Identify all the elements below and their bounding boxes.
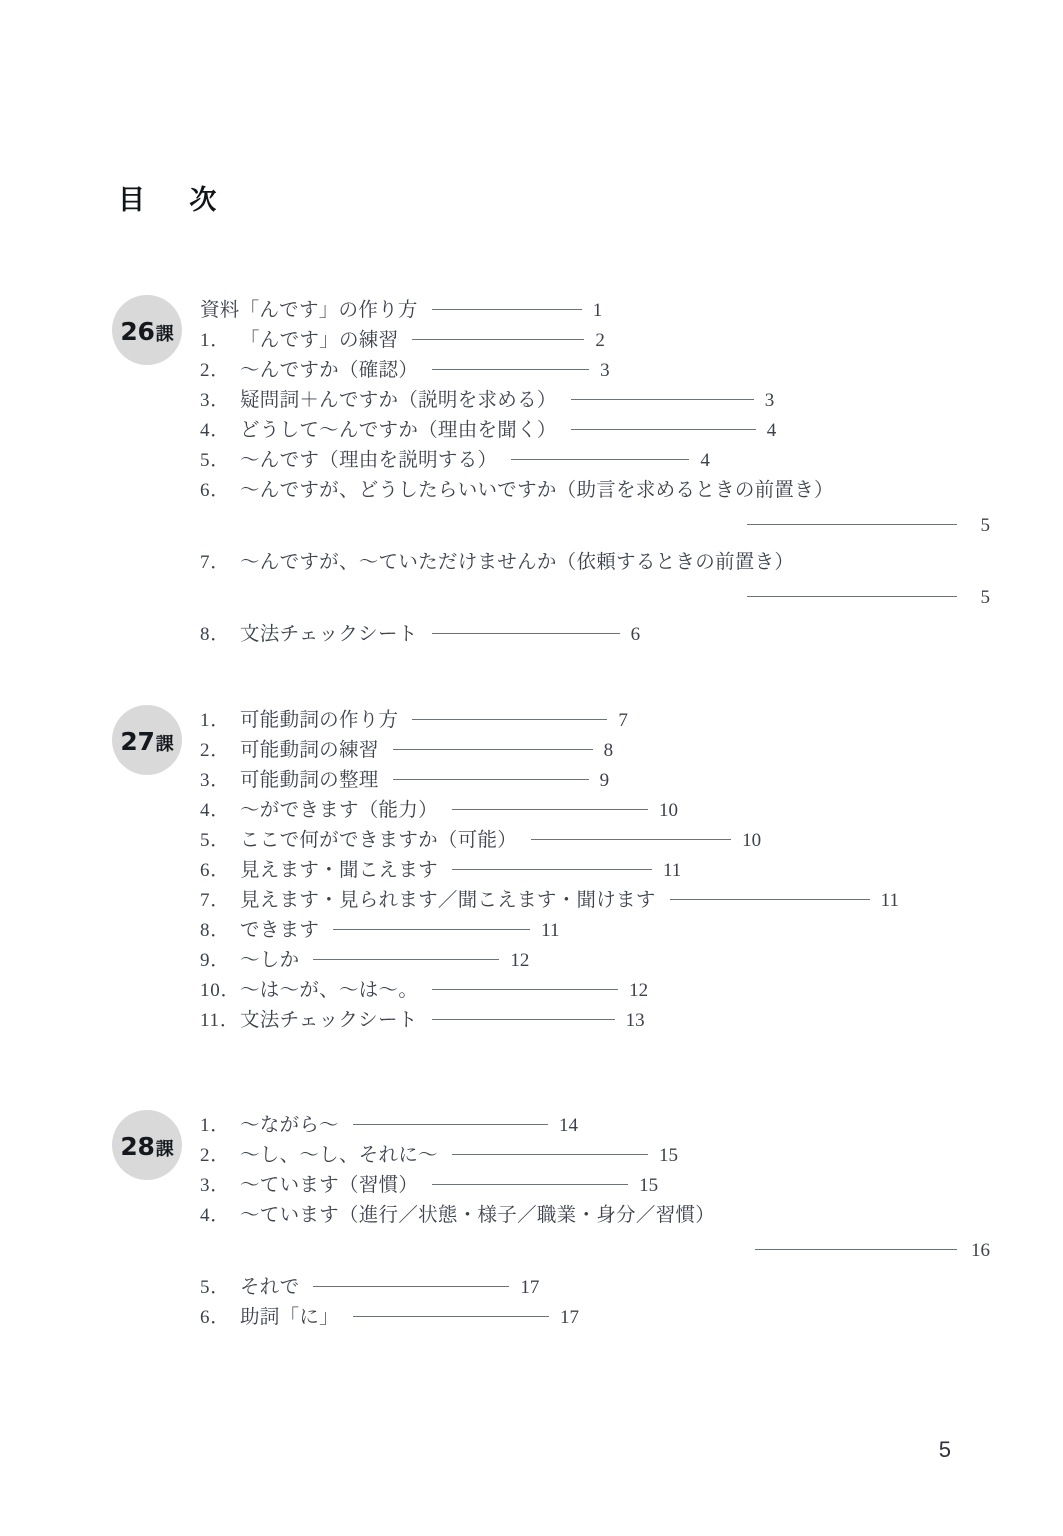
toc-entry-label: 可能動詞の練習 [240,738,379,761]
toc-entry-page: 8 [603,740,614,761]
toc-entry-number: 10． [200,980,241,1001]
page-title: 目 次 [118,185,225,216]
toc-entry-page: 12 [510,950,530,971]
toc-entry-label: 〜んですか（確認） [240,358,419,381]
toc-leader-line [511,459,689,460]
lesson-entries [200,295,990,649]
toc-entry-label: 文法チェックシート [240,1008,418,1031]
toc-entry-continuation [200,1230,990,1272]
toc-leader-line [452,809,648,810]
lesson-badge-28[interactable] [112,1110,182,1180]
toc-entry-page: 17 [520,1277,540,1298]
toc-entry-label: ここで何ができますか（可能） [240,828,518,851]
toc-entry-number: 11． [200,1010,240,1031]
toc-entry-page: 13 [625,1010,645,1031]
page-number: 5 [938,1437,951,1462]
toc-entry-page: 11 [880,890,899,911]
toc-leader-line [432,633,620,634]
toc-entry[interactable] [200,415,990,445]
lesson-badge-27[interactable] [112,705,182,775]
toc-entry-label: 「んです」の練習 [240,328,399,351]
toc-leader-line [670,899,870,900]
toc-entry-label: 〜は〜が、〜は〜。 [240,978,419,1001]
lesson-badge-26[interactable] [112,295,182,365]
toc-leader-line [393,749,593,750]
toc-entry[interactable] [200,765,990,795]
toc-entry-label: 助詞「に」 [240,1305,339,1328]
lesson-badge-number: 26 [120,316,155,346]
toc-entry-continuation [200,505,990,547]
toc-entry-page: 16 [971,1240,990,1261]
toc-entry[interactable] [200,1140,990,1170]
toc-entry-page: 6 [630,624,641,645]
toc-entry[interactable] [200,1200,990,1230]
toc-entry[interactable] [200,355,990,385]
toc-entry-number: 5． [200,450,231,471]
toc-entry[interactable] [200,975,990,1005]
toc-entry[interactable] [200,547,990,577]
toc-leader-line [571,399,754,400]
toc-entry-number: 1． [200,1115,231,1136]
toc-entry-number: 8． [200,624,231,645]
toc-entry-label: 〜んですが、どうしたらいいですか（助言を求めるときの前置き） [240,478,834,501]
toc-entry-label: 疑問詞＋んですか（説明を求める） [240,388,557,411]
toc-entry-page: 2 [595,330,605,351]
toc-entry[interactable] [200,445,990,475]
toc-entry-number: 5． [200,1277,231,1298]
toc-entry-number: 7． [200,552,231,573]
toc-leader-line [412,719,607,720]
toc-entry-label: 文法チェックシート [240,622,418,645]
toc-entry-number: 2． [200,740,231,761]
toc-entry-page: 11 [662,860,682,881]
toc-leader-line [747,596,957,597]
toc-entry-number: 4． [200,800,231,821]
toc-entry-page: 11 [541,920,560,941]
toc-entry-label: 見えます・聞こえます [240,858,438,881]
toc-entry[interactable] [200,945,990,975]
toc-entry-page: 5 [980,587,990,608]
lesson-entries [200,705,990,1035]
toc-entry-number: 8． [200,920,231,941]
toc-entry-number: 6． [200,480,231,501]
toc-entry-page: 10 [658,800,678,821]
toc-entry[interactable] [200,295,990,325]
toc-leader-line [571,429,756,430]
toc-entry-number: 4． [200,420,231,441]
toc-entry-number: 6． [200,860,231,881]
toc-entry-label: 〜しか [240,948,300,971]
toc-entry-page: 14 [558,1115,578,1136]
toc-entry-page: 4 [766,420,777,441]
toc-entry-label: 〜し、〜し、それに〜 [240,1143,438,1166]
lesson-badge-number: 28 [120,1131,155,1161]
toc-leader-line [412,339,584,340]
toc-entry[interactable] [200,619,990,649]
toc-leader-line [755,1249,957,1250]
toc-entry[interactable] [200,1170,990,1200]
toc-entry-page: 12 [629,980,649,1001]
toc-entry-number: 2． [200,1145,231,1166]
toc-entry-number: 2． [200,360,231,381]
toc-entry-page: 10 [742,830,762,851]
toc-leader-line [393,779,589,780]
lesson-badge-number: 27 [120,726,155,756]
toc-leader-line [333,929,530,930]
toc-entry-page: 15 [658,1145,678,1166]
toc-entry-label: できます [240,918,320,941]
toc-entry[interactable] [200,795,990,825]
toc-leader-line [353,1124,548,1125]
toc-entry[interactable] [200,385,990,415]
toc-entry-number: 1． [200,330,231,351]
toc-entry-number: 5． [200,830,231,851]
toc-leader-line [313,1286,509,1287]
toc-entry-number: 3． [200,770,231,791]
toc-entry-label: それで [240,1275,300,1298]
toc-entry[interactable] [200,915,990,945]
toc-entry-page: 3 [764,390,775,411]
toc-entry-number: 6． [200,1307,231,1328]
toc-entry-label: 資料「んです」の作り方 [200,298,418,321]
toc-entry[interactable] [200,325,990,355]
toc-entry-label: 〜ています（習慣） [240,1173,419,1196]
toc-leader-line [452,869,652,870]
toc-entry-label: 〜んですが、〜ていただけませんか（依頼するときの前置き） [240,550,795,573]
toc-entry-page: 15 [639,1175,659,1196]
toc-entry[interactable] [200,735,990,765]
toc-leader-line [747,524,957,525]
toc-leader-line [432,989,618,990]
toc-entry-label: 可能動詞の整理 [240,768,379,791]
toc-leader-line [432,309,582,310]
toc-leader-line [531,839,731,840]
toc-entry-page: 9 [599,770,610,791]
toc-entry-number: 4． [200,1205,231,1226]
toc-entry-number: 3． [200,390,231,411]
toc-entry[interactable] [200,1110,990,1140]
toc-entry-label: 見えます・見られます／聞こえます・聞けます [240,888,656,911]
toc-entry-page: 3 [600,360,610,381]
toc-entry-continuation [200,577,990,619]
toc-entry-page: 4 [700,450,710,471]
toc-entry[interactable] [200,885,990,915]
toc-entry[interactable] [200,475,990,505]
toc-entry[interactable] [200,825,990,855]
lesson-badge-suffix: 課 [155,1138,174,1160]
toc-entry-label: 〜んです（理由を説明する） [240,448,498,471]
toc-entry-page: 1 [592,300,603,321]
toc-leader-line [432,1184,628,1185]
toc-entry-number: 7． [200,890,231,911]
toc-entry[interactable] [200,1302,990,1332]
toc-leader-line [313,959,499,960]
toc-entry-label: どうして〜んですか（理由を聞く） [240,418,557,441]
toc-entry[interactable] [200,1005,990,1035]
toc-entry-number: 9． [200,950,231,971]
toc-entry-label: 〜ながら〜 [240,1113,339,1136]
toc-entry-number: 1． [200,710,231,731]
toc-entry-label: 可能動詞の作り方 [240,708,399,731]
lesson-entries [200,1110,990,1332]
toc-entry-page: 5 [980,515,990,536]
toc-leader-line [452,1154,648,1155]
lesson-badge-suffix: 課 [155,733,174,755]
toc-leader-line [432,369,589,370]
toc-entry[interactable] [200,705,990,735]
toc-entry-page: 17 [559,1307,579,1328]
toc-entry-label: 〜ています（進行／状態・様子／職業・身分／習慣） [240,1203,716,1226]
toc-entry[interactable] [200,1272,990,1302]
toc-entry-label: 〜ができます（能力） [240,798,438,821]
toc-entry-page: 7 [618,710,628,731]
toc-leader-line [432,1019,615,1020]
toc-leader-line [353,1316,549,1317]
lesson-badge-suffix: 課 [155,323,174,345]
toc-entry-number: 3． [200,1175,231,1196]
toc-entry[interactable] [200,855,990,885]
